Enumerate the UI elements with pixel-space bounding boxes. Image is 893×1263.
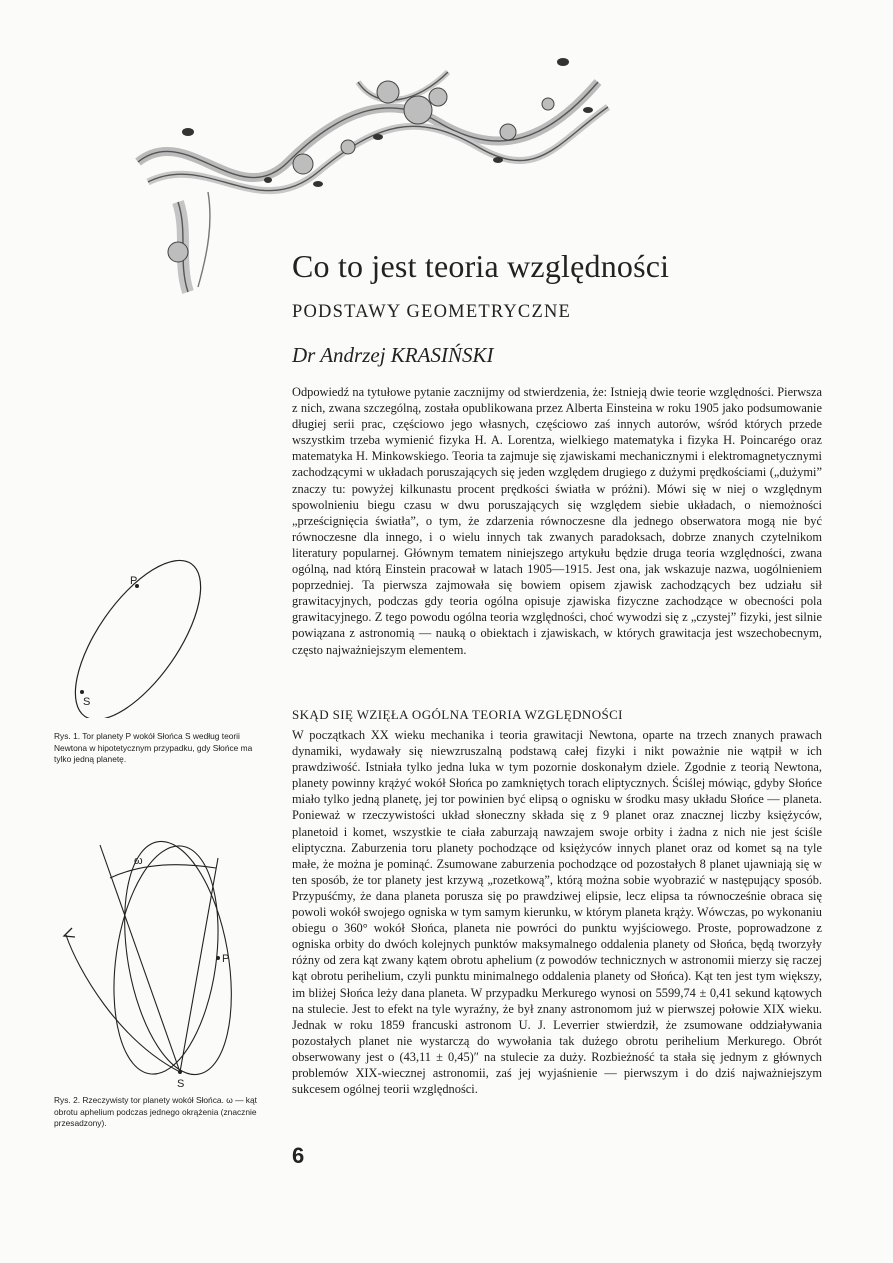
fig2-angle-arc	[110, 865, 216, 878]
section-heading: SKĄD SIĘ WZIĘŁA OGÓLNA TEORIA WZGLĘDNOŚCI	[292, 707, 623, 722]
fig2-planet-label: P	[222, 953, 230, 965]
figure-1-caption: Rys. 1. Tor planety P wokół Słońca S według teorii Newtona w hipotetycznym przypadku, gdy Słońce ma tylko jedną planetę.	[54, 731, 253, 764]
figure-2-caption: Rys. 2. Rzeczywisty tor planety wokół Słońca. ω — kąt obrotu aphelium podczas jednego okrążenia (znacznie przesadzony).	[54, 1095, 257, 1128]
figure-1-orbit-diagram	[50, 558, 225, 718]
fig2-sun-label: S	[177, 1078, 185, 1090]
article-title: Co to jest teoria względności	[292, 248, 670, 284]
article-subtitle: PODSTAWY GEOMETRYCZNE	[292, 302, 572, 322]
section-paragraph: W początkach XX wieku mechanika i teoria grawitacji Newtona, oparte na trzech znanych prawach dynamiki, wydawały się niewzruszalną podstawą całej fizyki i nikt poważnie nie wątpił w ich prawdziwość. Istniała tylko jedna luka w tym pozornie doskonałym dziele. Zgodnie z teorią Newtona, planety powinny krążyć wokół Słońca po zamkniętych torach eliptycznych. Ściślej mówiąc, gdyby Słońce miało tylko jedną planetę, jej tor powinien być elipsą o ognisku w środku masy układu Słońce — planeta. Ponieważ w rzeczywistości układ słoneczny składa się z 9 planet oraz znacznej liczby księżyców, planetoid i komet, wszystkie te ciała zaburzają nawzajem swoje orbity i żadna z nich nie jest ściśle eliptyczna. Zaburzenia toru planety pochodzące od księżyców innych planet oraz od komet są na tyle małe, że można je pominąć. Zsumowane zaburzenia pochodzące od pozostałych 8 planet ujawniają się w ten sposób, że tor planety jest krzywą „rozetkową”, którą można sobie wyobrazić w następujący sposób. Przypuśćmy, że dana planeta porusza się po prawdziwej elipsie, lecz elipsa ta równocześnie obraca się powoli wokół swojego ogniska w tym samym kierunku, w którym planeta krąży. Wówczas, po wykonaniu obiegu o 360° wokół Słońca, planeta nie powróci do punktu wyjściowego. Proste, poprowadzone z ogniska orbity do dwóch kolejnych punktów maksymalnego oddalenia planety od Słońca, będą tworzyły różny od zera kąt zwany kątem obrotu aphelium (z powodów technicznych w astronomii mierzy się raczej kąt obrotu perihelium, czyli punktu minimalnego oddalenia planety od Słońca). Kąt ten jest tym większy, im bliżej Słońca leży dana planeta. W przypadku Merkurego wynosi on 5599,74 ± 0,41 sekund kątowych na stulecie. Jest to efekt na tyle wyraźny, że był znany astronomom już w pierwszej połowie XIX wieku. Jednak w roku 1859 francuski astronom U. J. Leverrier stwierdził, że zsumowane oddziaływania pozostałych planet nie wystarczą do wywołania tak dużego obrotu perihelium Merkurego. Obrót obserwowany jest o (43,11 ± 0,45)″ na stulecie za duży. Rozbieżność ta stała się jednym z głównych problemów XIX-wiecznej astronomii, zaś jej wyjaśnienie — pierwszym i do dziś najważniejszym sukcesem ogólnej teorii względności.	[292, 728, 822, 1097]
article-author: Dr Andrzej KRASIŃSKI	[292, 343, 494, 367]
fig2-orbit-ellipse-2	[100, 840, 231, 1081]
fig1-sun-dot	[80, 690, 84, 694]
page-number: 6	[292, 1143, 305, 1168]
fig1-planet-label: P	[130, 575, 138, 587]
fig2-direction-arrow	[64, 928, 75, 937]
figure-2-precession-diagram	[58, 840, 253, 1090]
intro-paragraph: Odpowiedź na tytułowe pytanie zacznijmy od stwierdzenia, że: Istnieją dwie teorie względności. Pierwsza z nich, zwana szczególną, została opublikowana przez Alberta Einsteina w roku 1905 jako podsumowanie długiej serii prac, częściowo jego własnych, częściowo zaś innych autorów, wśród których przede wszystkim trzeba wymienić fizyka H. A. Lorentza, wielkiego matematyka i fizyka H. Poincarégo oraz matematyka H. Minkowskiego. Teoria ta zajmuje się zjawiskami mechanicznymi i elektromagnetycznymi zachodzącymi w układach poruszających się jeden względem drugiego z dużymi prędkościami („dużymi” znaczy tu: powyżej kilkunastu procent prędkości światła w próżni). Mówi się w niej o względnym spowolnieniu biegu czasu w dwu poruszających się względem siebie układach, o niemożności „prześcignięcia światła”, o tym, że zdarzenia równoczesne dla jednego obserwatora mogą nie być równoczesne dla innego, i o wielu innych tak zwanych paradoksach, dobrze znanych czytelnikom literatury popularnej. Głównym tematem niniejszego artykułu będzie druga teoria względności, zwana ogólną, nad którą Einstein pracował w latach 1905—1915. Jest ona, jak wskazuje nazwa, uogólnieniem poprzedniej. Ta pierwsza zajmowała się bowiem opisem zjawisk zachodzących bez udziału sił grawitacyjnych, podczas gdy teoria ogólna opisuje zjawiska fizyczne zachodzące w obecności pola grawitacyjnego. Z tego powodu ogólna teoria względności, choć wywodzi się z „czystej” fizyki, jest silnie powiązana z astronomią — nauką o obiektach i zjawiskach, w których grawitacja jest wszechobecnym, często najważniejszym elementem.	[292, 385, 822, 657]
fig2-sun-dot	[178, 1070, 182, 1074]
fig1-orbit-ellipse	[52, 558, 224, 718]
fig2-orbit-arc	[66, 935, 180, 1072]
fig2-planet-dot	[216, 956, 220, 960]
fig2-angle-label: ω	[134, 855, 143, 867]
fig2-aphelion-line-2	[180, 858, 218, 1072]
fig1-sun-label: S	[83, 696, 91, 708]
